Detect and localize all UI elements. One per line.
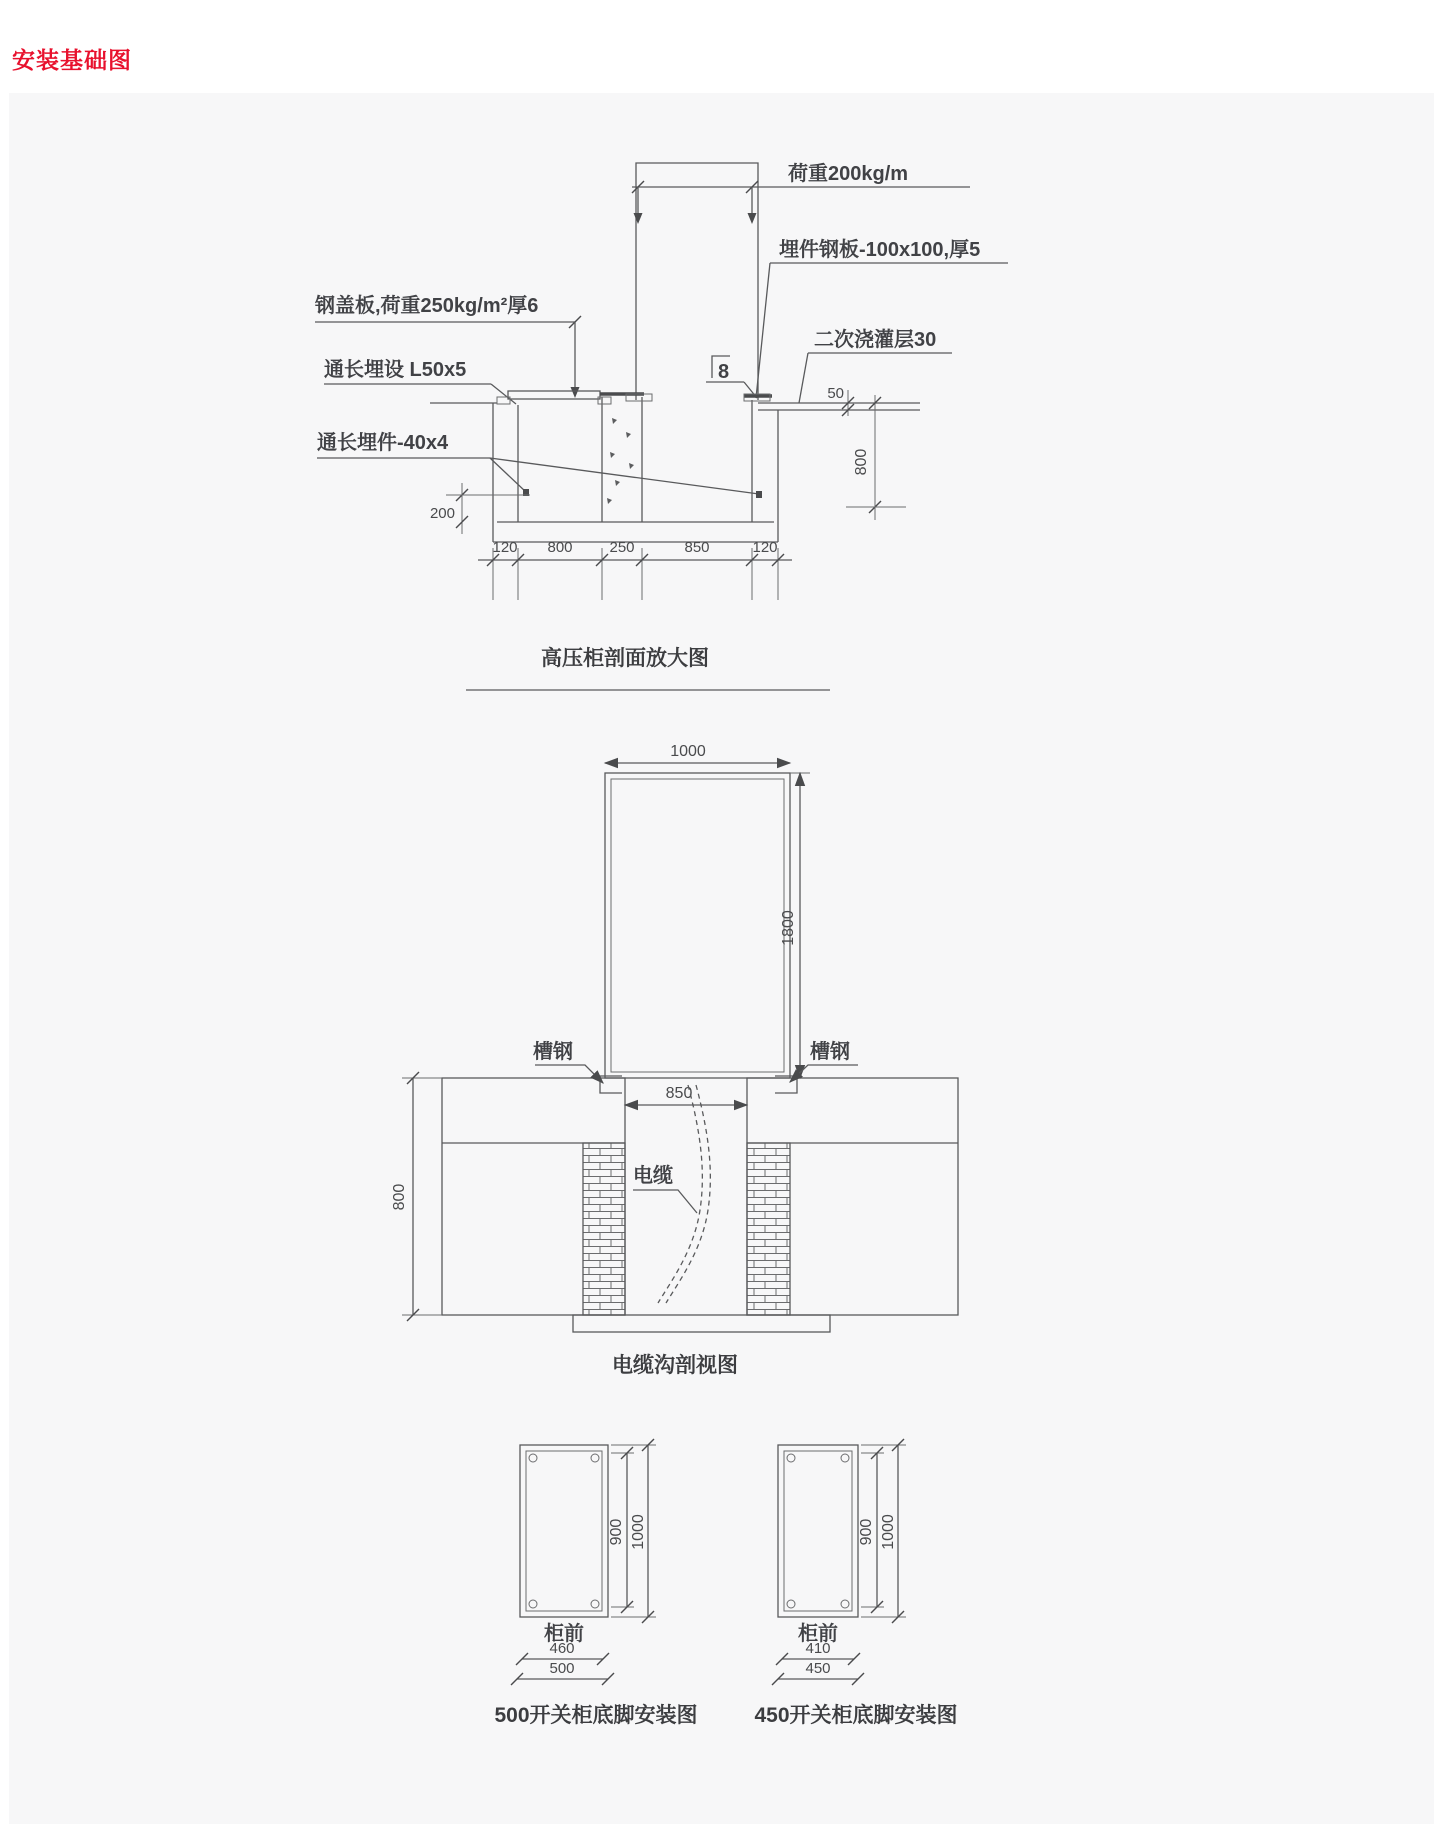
dim-bolt-height: 900	[858, 1518, 875, 1546]
chain-dim-2: 800	[547, 539, 573, 556]
callout-angle-steel: 通长埋设 L50x5	[324, 359, 467, 381]
dim-grout-gap: 50	[827, 385, 844, 402]
foot-500-title: 500开关柜底脚安装图	[494, 1704, 698, 1727]
brick-wall-right	[747, 1143, 790, 1315]
page-title: 安装基础图	[12, 47, 132, 73]
bolt-holes	[787, 1454, 849, 1608]
callout-channel-right: 槽钢	[810, 1041, 850, 1063]
section-view-title: 高压柜剖面放大图	[541, 647, 709, 670]
brick-wall-left	[583, 1143, 625, 1315]
foot-frame-inner	[526, 1451, 602, 1611]
hv-cabinet-section-diagram	[314, 161, 1008, 690]
load-arrow-left	[634, 213, 643, 224]
dim-bolt-height: 900	[608, 1518, 625, 1546]
callout-secondary-grout: 二次浇灌层30	[814, 329, 937, 351]
callout-load: 荷重200kg/m	[788, 163, 909, 185]
callout-cable: 电缆	[633, 1165, 673, 1187]
steel-cover-plate	[508, 391, 600, 399]
embed-bar-right	[756, 491, 762, 498]
dim-cabinet-width: 1000	[670, 743, 706, 760]
bolt-holes	[529, 1454, 599, 1608]
trench-bottom-slab	[573, 1315, 830, 1332]
dim-trench-depth: 800	[391, 1183, 408, 1211]
foot-mounting-500	[494, 1439, 697, 1727]
channel-size: 8	[718, 361, 730, 383]
callout-steel-cover: 钢盖板,荷重250kg/m²厚6	[315, 295, 539, 317]
pier-concrete-speckles	[607, 418, 634, 504]
dim-outer-width: 500	[549, 1660, 575, 1677]
dim-depth: 800	[853, 448, 870, 476]
foot-frame-outer	[778, 1445, 858, 1617]
callout-embed-plate: 埋件钢板-100x100,厚5	[779, 239, 981, 261]
dim-bolt-width: 460	[549, 1640, 575, 1657]
chain-dim-1: 120	[492, 539, 518, 556]
dimension-chain-extensions	[493, 548, 778, 600]
chain-dim-3: 250	[609, 539, 635, 556]
hv-cabinet-outline	[636, 163, 758, 400]
trench-view-title: 电缆沟剖视图	[612, 1354, 738, 1377]
foot-mounting-450	[754, 1439, 957, 1727]
chain-dim-4: 850	[684, 539, 710, 556]
dim-outer-height: 1000	[880, 1514, 897, 1550]
cable-curve	[658, 1085, 710, 1303]
dim-outer-height: 1000	[630, 1514, 647, 1550]
foot-frame-inner	[784, 1451, 852, 1611]
callout-channel-left: 槽钢	[533, 1041, 573, 1063]
foot-frame-outer	[520, 1445, 608, 1617]
cabinet-outline	[605, 773, 790, 1078]
dim-cabinet-height: 1800	[780, 910, 797, 946]
dim-embed-height: 200	[429, 505, 455, 522]
front-label: 柜前	[798, 1623, 838, 1645]
cabinet-inner-frame	[611, 779, 784, 1072]
dim-trench-width: 850	[665, 1085, 693, 1102]
chain-dim-5: 120	[752, 539, 778, 556]
foot-450-title: 450开关柜底脚安装图	[754, 1704, 958, 1727]
dim-outer-width: 450	[805, 1660, 831, 1677]
cable-trench-section-diagram	[391, 743, 958, 1377]
dim-bolt-width: 410	[805, 1640, 831, 1657]
load-arrow-right	[748, 213, 757, 224]
front-label: 柜前	[544, 1623, 584, 1645]
callout-embed-bar: 通长埋件-40x4	[317, 432, 449, 454]
